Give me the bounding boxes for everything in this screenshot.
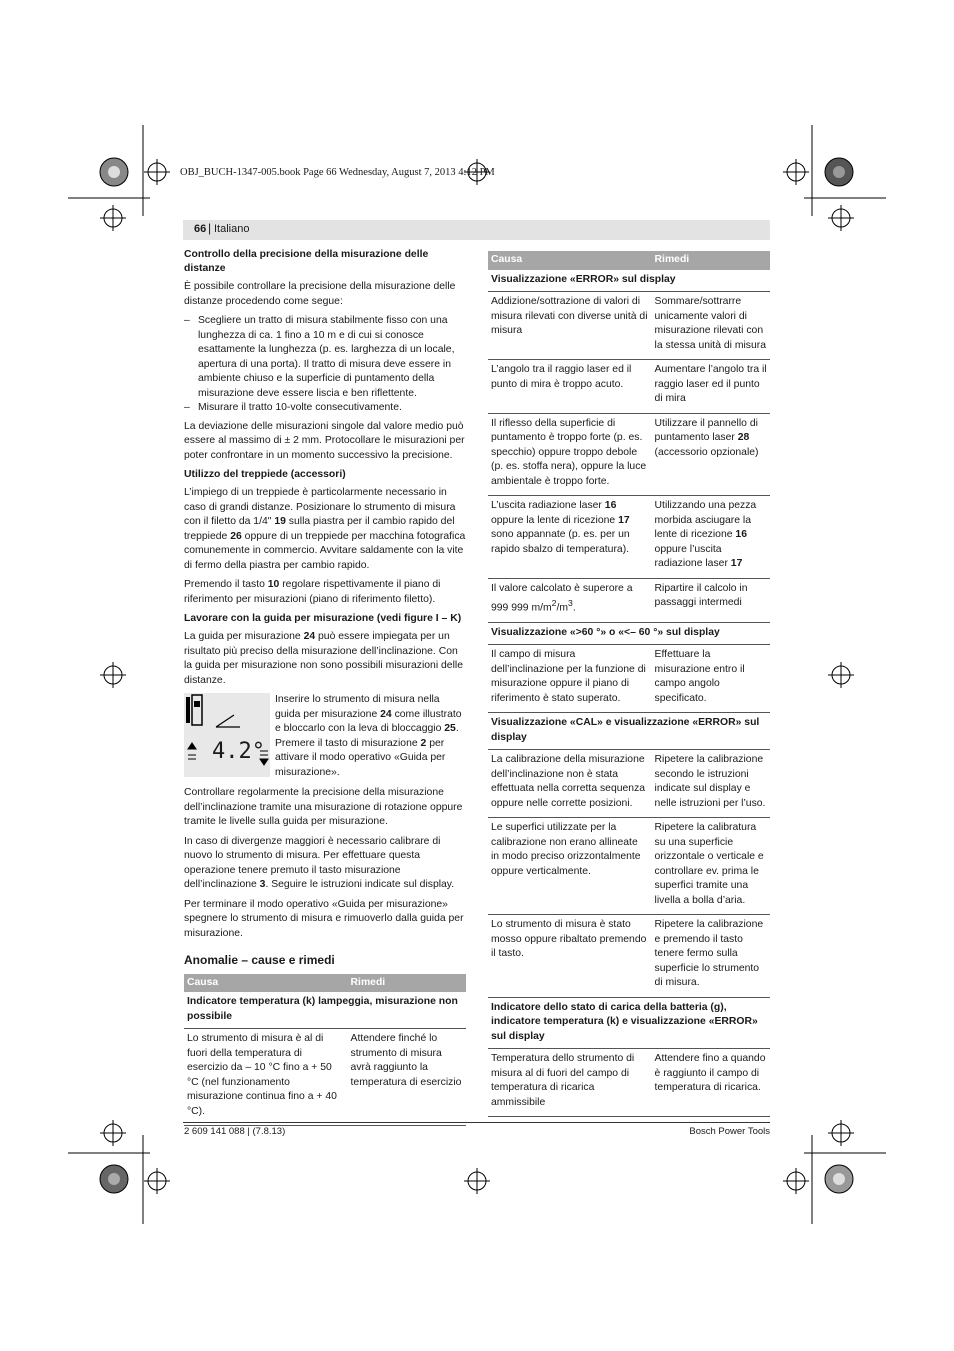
heading-measuring-rail: Lavorare con la guida per misurazione (vedi figure I – K)	[184, 613, 462, 624]
header-separator: |	[208, 221, 212, 235]
display-figure	[184, 693, 270, 777]
bullet-list	[184, 314, 466, 416]
footer-brand: Bosch Power Tools	[689, 1126, 770, 1137]
paragraph: La guida per misurazione 24 può essere impiegata per un risultato più preciso della misurazione dell’inclinazione. Con la guida per misurazione non sono possibili misurazioni delle distanze.	[184, 631, 463, 686]
table-header-row	[488, 251, 770, 270]
page-number: 66	[194, 223, 207, 235]
table-section-row: Indicatore temperatura (k) lampeggia, misurazione non possibile	[184, 992, 466, 1029]
heading-tripod: Utilizzo del treppiede (accessori)	[184, 469, 346, 480]
paragraph: Premendo il tasto 10 regolare rispettivamente il piano di riferimento per misurazioni (piano di riferimento filetto).	[184, 579, 441, 605]
table-row: Lo strumento di misura è al di fuori della temperatura di esercizio da – 10 °C fino a + 50 °C (nel funzionamento misurazione continua fino a + 40 °C). Attendere finché lo strumento di misura avrà raggiunto la temperatura di esercizio	[184, 1029, 466, 1126]
list-item: – Scegliere un tratto di misura stabilmente fisso con una lunghezza di ca. 1 fino a 10 m e di cui si conosce esattamente la lunghezza (p. es. larghezza di un locale, apertura di una porta). Il tratto di misura deve essere in ambiente chiuso e la superficie di puntamento della misurazione deve essere liscia e ben riflettente.	[184, 314, 466, 401]
display-value: 4.2°	[212, 739, 265, 764]
paragraph: L’impiego di un treppiede è particolarmente necessario in caso di grandi distanze. Posizionare lo strumento di misura con il filetto da 1/4" 19 sulla piastra per il cambio rapido del treppiede 26 oppure di un treppiede per macchina fotografica comunemente in commercio. Avvitare saldamente con la vite di fermo della piastra per cambio rapido.	[184, 487, 466, 571]
column-header: Rimedi	[652, 251, 770, 270]
table-row: Il riflesso della superficie di puntamento è troppo forte (p. es. specchio) oppure troppo debole (p. es. stoffa nera), oppure la luce ambientale è troppo forte. Utilizzare il pannello di puntamento laser 28 (accessorio opzionale)	[488, 413, 770, 496]
paragraph: In caso di divergenze maggiori è necessario calibrare di nuovo lo strumento di misura. Per effettuare questa operazione tenere premuto il tasto misurazione dell’inclinazione 3. Seguire le istruzioni indicate sul display.	[184, 835, 455, 890]
table-row: Temperatura dello strumento di misura al di fuori del campo di temperatura di ricarica ammissibile Attendere fino a quando è raggiunto il campo di temperatura di ricarica.	[488, 1049, 770, 1117]
troubleshooting-table	[184, 974, 466, 1127]
troubleshooting-table-continued	[488, 251, 770, 1117]
right-column	[488, 251, 770, 1117]
column-header: Causa	[184, 974, 348, 993]
table-row: Lo strumento di misura è stato mosso oppure ribaltato premendo il tasto. Ripetere la calibrazione e premendo il tasto tenere fermo sulla superficie lo strumento di misura.	[488, 915, 770, 998]
list-item: – Misurare il tratto 10-volte consecutivamente.	[184, 401, 466, 416]
figure-row	[184, 693, 466, 780]
header-bar	[183, 220, 770, 240]
table-section-row: Visualizzazione «ERROR» sul display	[488, 270, 770, 292]
heading-troubleshooting: Anomalie – cause e rimedi	[184, 953, 335, 967]
column-header: Causa	[488, 251, 652, 270]
header-language: Italiano	[214, 223, 250, 235]
table-row: L’angolo tra il raggio laser ed il punto di mira è troppo acuto. Aumentare l’angolo tra il raggio laser ed il punto di mira	[488, 360, 770, 414]
display-icon	[184, 693, 270, 777]
table-row: L’uscita radiazione laser 16 oppure la lente di ricezione 17 sono appannate (p. es. per un rapido sbalzo di temperatura). Utilizzando una pezza morbida asciugare la lente di ricezione 16 oppure l’uscita radiazione laser 17	[488, 496, 770, 579]
paragraph: La deviazione delle misurazioni singole dal valore medio può essere al massimo di ± 2 mm. Protocollare le misurazioni per poter confrontare in un momento successivo la precisione.	[184, 420, 465, 461]
paragraph: Controllare regolarmente la precisione della misurazione dell’inclinazione tramite una misurazione di rotazione oppure tramite le livelle sulla guida per misurazione.	[184, 787, 463, 827]
table-row: Le superfici utilizzate per la calibrazione non erano allineate in modo preciso orizzontalmente oppure verticalmente. Ripetere la calibratura su una superficie orizzontale o verticale e controllare ev. prima le superfici tramite una livella a bolla d’aria.	[488, 818, 770, 915]
column-header: Rimedi	[348, 974, 466, 993]
print-slug: OBJ_BUCH-1347-005.book Page 66 Wednesday, August 7, 2013 4:12 PM	[180, 167, 495, 178]
footer-doc-number: 2 609 141 088 | (7.8.13)	[184, 1126, 286, 1137]
table-section-row: Visualizzazione «>60 °» o «<– 60 °» sul display	[488, 622, 770, 645]
paragraph: Per terminare il modo operativo «Guida per misurazione» spegnere lo strumento di misura e rimuoverlo dalla guida per misurazione.	[184, 898, 464, 939]
footer-rule	[183, 1122, 770, 1123]
table-row: Il valore calcolato è superore a 999 999 $m/m^2/m^3$. Ripartire il calcolo in passaggi intermedi	[488, 578, 770, 622]
table-row: La calibrazione della misurazione dell’inclinazione non è stata effettuata nella corretta sequenza oppure nelle corrette posizioni. Ripetere la calibrazione secondo le istruzioni indicate sul display e nelle istruzioni per l’uso.	[488, 750, 770, 818]
table-header-row	[184, 974, 466, 993]
table-row: Il campo di misura dell’inclinazione per la funzione di misurazione oppure il piano di riferimento è stato superato. Effettuare la misurazione entro il campo angolo specificato.	[488, 645, 770, 713]
paragraph: Inserire lo strumento di misura nella guida per misurazione 24 come illustrato e bloccarlo con la leva di bloccaggio 25. Premere il tasto di misurazione 2 per attivare il modo operativo «Guida per misurazione».	[275, 694, 462, 778]
heading-distance-precision: Controllo della precisione della misurazione delle distanze	[184, 249, 429, 274]
table-row: Addizione/sottrazione di valori di misura rilevati con diverse unità di misura Sommare/sottrarre unicamente valori di misurazione rilevati con la stessa unità di misura	[488, 292, 770, 360]
table-section-row: Visualizzazione «CAL» e visualizzazione «ERROR» sul display	[488, 713, 770, 750]
left-column	[184, 248, 466, 1126]
paragraph: È possibile controllare la precisione della misurazione delle distanze procedendo come segue:	[184, 281, 456, 307]
table-section-row: Indicatore dello stato di carica della batteria (g), indicatore temperatura (k) e visualizzazione «ERROR» sul display	[488, 997, 770, 1049]
